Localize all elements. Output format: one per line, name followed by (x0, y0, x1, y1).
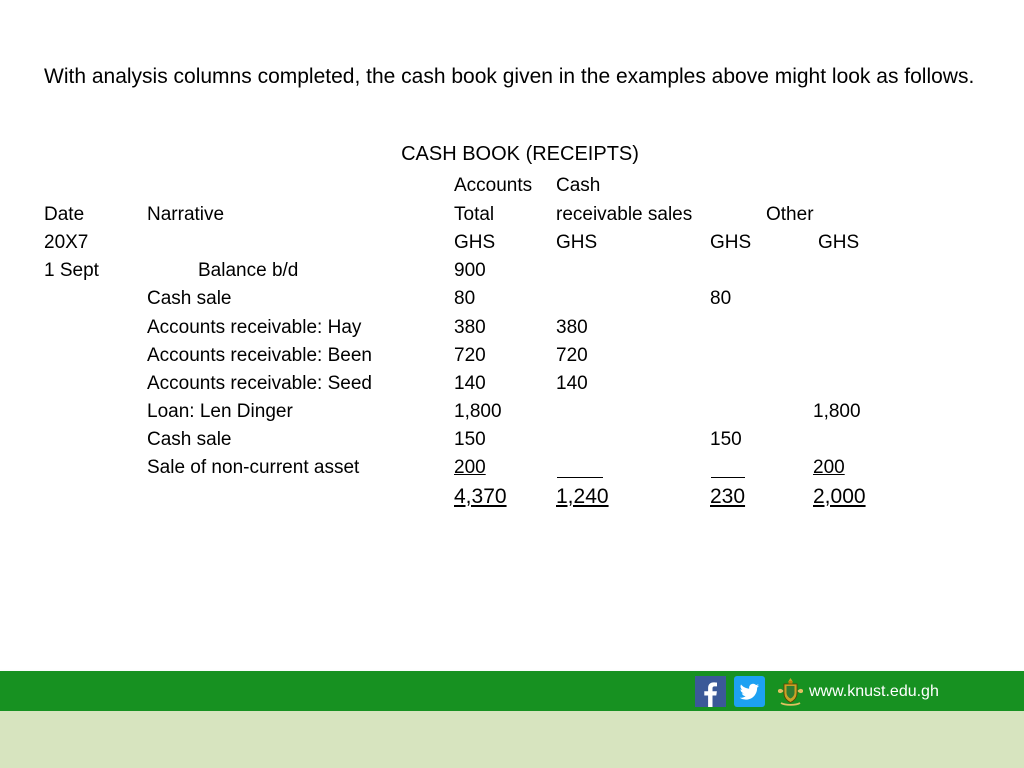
header-cash: Cash (556, 175, 601, 196)
header-ghs-other: GHS (818, 232, 860, 253)
row-total: 80 (454, 288, 476, 309)
total-other: 2,000 (813, 485, 866, 508)
header-accounts: Accounts (454, 175, 533, 196)
header-ghs-total: GHS (454, 232, 496, 253)
row-total: 720 (454, 345, 486, 366)
row-narrative: Loan: Len Dinger (147, 401, 293, 422)
footer-bottom-band (0, 711, 1024, 768)
row-narrative: Accounts receivable: Seed (147, 373, 372, 394)
row-cash: 150 (710, 429, 742, 450)
row-receivable: 720 (556, 345, 588, 366)
footer-url-link[interactable]: www.knust.edu.gh (809, 683, 939, 700)
row-narrative: Cash sale (147, 288, 232, 309)
header-date: Date (44, 204, 85, 225)
header-ghs-receivable: GHS (556, 232, 598, 253)
header-year: 20X7 (44, 232, 89, 253)
blank-underline-cash (711, 477, 745, 478)
header-narrative: Narrative (147, 204, 225, 225)
row-narrative: Accounts receivable: Hay (147, 317, 362, 338)
row-total: 380 (454, 317, 486, 338)
row-narrative: Accounts receivable: Been (147, 345, 372, 366)
total-receivable: 1,240 (556, 485, 609, 508)
total-amount: 4,370 (454, 485, 507, 508)
header-receivable-sales: receivable sales (556, 204, 693, 225)
header-ghs-cash: GHS (710, 232, 752, 253)
row-total: 900 (454, 260, 486, 281)
row-receivable: 380 (556, 317, 588, 338)
row-total: 150 (454, 429, 486, 450)
blank-underline-receivable (557, 477, 603, 478)
row-cash: 80 (710, 288, 732, 309)
row-narrative: Sale of non-current asset (147, 457, 360, 478)
row-date: 1 Sept (44, 260, 99, 281)
twitter-icon[interactable] (734, 676, 765, 707)
cash-book-title: CASH BOOK (RECEIPTS) (401, 143, 639, 165)
intro-paragraph: With analysis columns completed, the cash book given in the examples above might look as follows. (44, 65, 975, 88)
total-cash: 230 (710, 485, 746, 508)
header-total: Total (454, 204, 495, 225)
row-narrative: Cash sale (147, 429, 232, 450)
row-total: 200 (454, 457, 486, 478)
header-other: Other (766, 204, 814, 225)
row-total: 140 (454, 373, 486, 394)
row-other: 200 (813, 457, 845, 478)
row-total: 1,800 (454, 401, 502, 422)
row-narrative: Balance b/d (198, 260, 299, 281)
facebook-icon[interactable] (695, 676, 726, 707)
row-other: 1,800 (813, 401, 861, 422)
row-receivable: 140 (556, 373, 588, 394)
knust-crest-icon (775, 676, 806, 707)
